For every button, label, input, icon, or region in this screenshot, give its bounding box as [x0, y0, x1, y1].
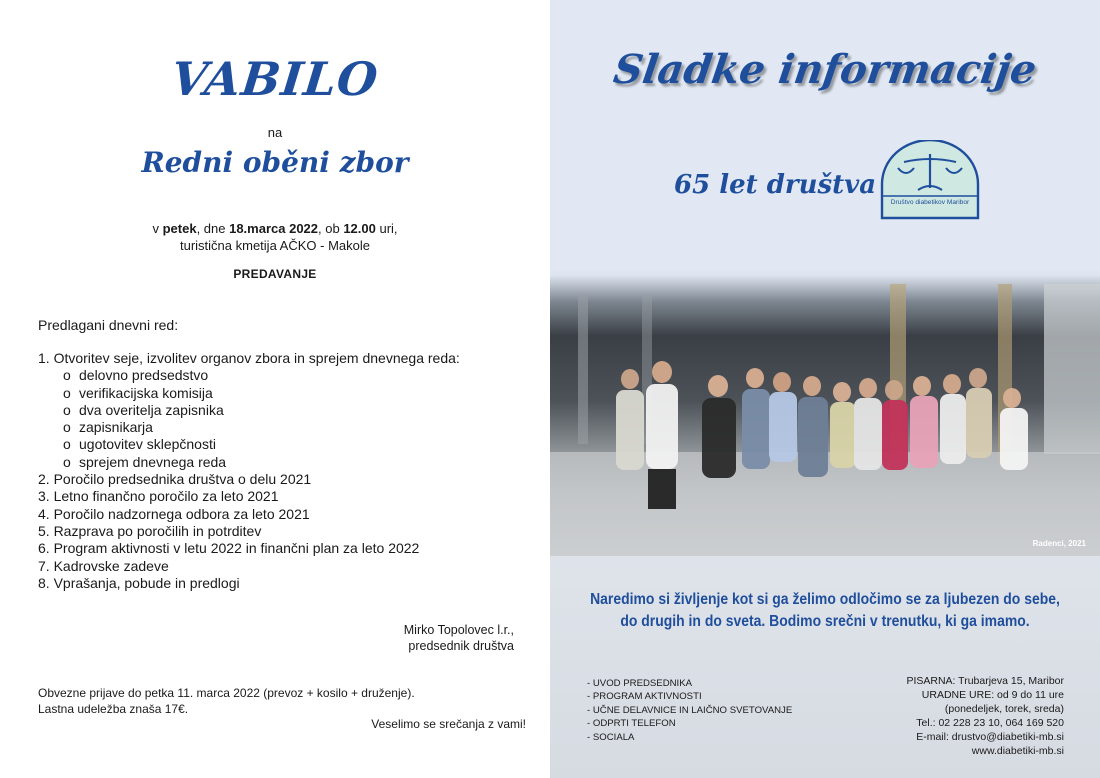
agenda-subitem: o delovno predsedstvo: [63, 367, 460, 384]
closing-text: Veselimo se srečanja z vami!: [371, 717, 526, 731]
agenda-item: 6. Program aktivnosti v letu 2022 in finančni plan za leto 2022: [38, 540, 420, 557]
agenda-subitem: o sprejem dnevnega reda: [63, 454, 460, 471]
agenda-item: 7. Kadrovske zadeve: [38, 557, 169, 574]
agenda-item: 8. Vprašanja, pobude in predlogi: [38, 574, 240, 591]
contact-block: [906, 674, 1064, 758]
anniversary-text: 65 let društva: [674, 170, 877, 200]
office-days: (ponedeljek, torek, sreda): [944, 703, 1064, 715]
registration-fee: Lastna udeležba znaša 17€.: [38, 702, 189, 716]
group-photo: [550, 274, 1100, 556]
email-address[interactable]: E-mail: drustvo@diabetiki-mb.si: [916, 731, 1064, 743]
photo-caption: Radenci, 2021: [1032, 539, 1086, 548]
logo-label: Društvo diabetikov Maribor: [890, 199, 970, 206]
agenda-title: Predlagani dnevni red:: [38, 317, 179, 333]
service-item: - SOCIALA: [587, 731, 635, 743]
motto-quote: [587, 589, 1064, 633]
signer-role: predsednik društva: [408, 639, 514, 653]
agenda-item: 4. Poročilo nadzornega odbora za leto 2021: [38, 505, 310, 522]
agenda-item: 5. Razprava po poročilih in potrditev: [38, 522, 262, 539]
registration-note: [38, 685, 415, 717]
motto-line-1: Naredimo si življenje kot si ga želimo odločimo se za ljubezen do sebe,: [590, 591, 1060, 608]
invitation-title: VABILO: [168, 52, 382, 106]
office-address: PISARNA: Trubarjeva 15, Maribor: [906, 675, 1064, 687]
service-item: - PROGRAM AKTIVNOSTI: [587, 691, 702, 703]
office-hours: URADNE URE: od 9 do 11 ure: [921, 689, 1064, 701]
group-photo-illustration: [550, 274, 1100, 556]
agenda-subitem: o ugotovitev sklepčnosti: [63, 436, 460, 453]
agenda-subitem: o dva overitelja zapisnika: [63, 402, 460, 419]
na-text: na: [267, 125, 283, 140]
newsletter-title: Sladke informacije: [610, 46, 1040, 93]
agenda-item: 1. Otvoritev seje, izvolitev organov zbora in sprejem dnevnega reda: o delovno predsedstvo o verifikacijska komisija o dva overitelja zapisnika o zapisnikarja o ugotovitev sklepčnosti o sprejem dnevnega reda: [38, 350, 460, 471]
event-datetime-line1: v petek, dne 18.marca 2022, ob 12.00 uri,: [152, 221, 398, 236]
service-item: - ODPRTI TELEFON: [587, 718, 676, 730]
phone-numbers: Tel.: 02 228 23 10, 064 169 520: [916, 717, 1064, 729]
motto-line-2: do drugih in do sveta. Bodimo srečni v trenutku, ki ga imamo.: [620, 613, 1030, 630]
agenda-item: 3. Letno finančno poročilo za leto 2021: [38, 488, 279, 505]
registration-deadline: Obvezne prijave do petka 11. marca 2022 (prevoz + kosilo + druženje).: [38, 686, 415, 700]
signature-block: [404, 622, 514, 654]
signer-name: Mirko Topolovec l.r.,: [403, 623, 514, 637]
services-list: [587, 677, 792, 744]
service-item: - UČNE DELAVNICE IN LAIČNO SVETOVANJE: [587, 704, 793, 716]
event-datetime: [0, 220, 550, 254]
agenda-sublist: [38, 367, 460, 471]
agenda-subitem: o zapisnikarja: [63, 419, 460, 436]
agenda-list: [38, 350, 460, 592]
event-location: turistična kmetija AČKO - Makole: [179, 238, 370, 253]
agenda-item: 2. Poročilo predsednika društva o delu 2021: [38, 471, 312, 488]
society-logo: [880, 140, 980, 220]
agenda-subitem: o verifikacijska komisija: [63, 385, 460, 402]
website-link[interactable]: www.diabetiki-mb.si: [971, 745, 1064, 757]
event-name: Redni oběni zbor: [141, 146, 409, 179]
service-item: - UVOD PREDSEDNIKA: [587, 678, 693, 689]
lecture-heading: PREDAVANJE: [233, 267, 317, 281]
